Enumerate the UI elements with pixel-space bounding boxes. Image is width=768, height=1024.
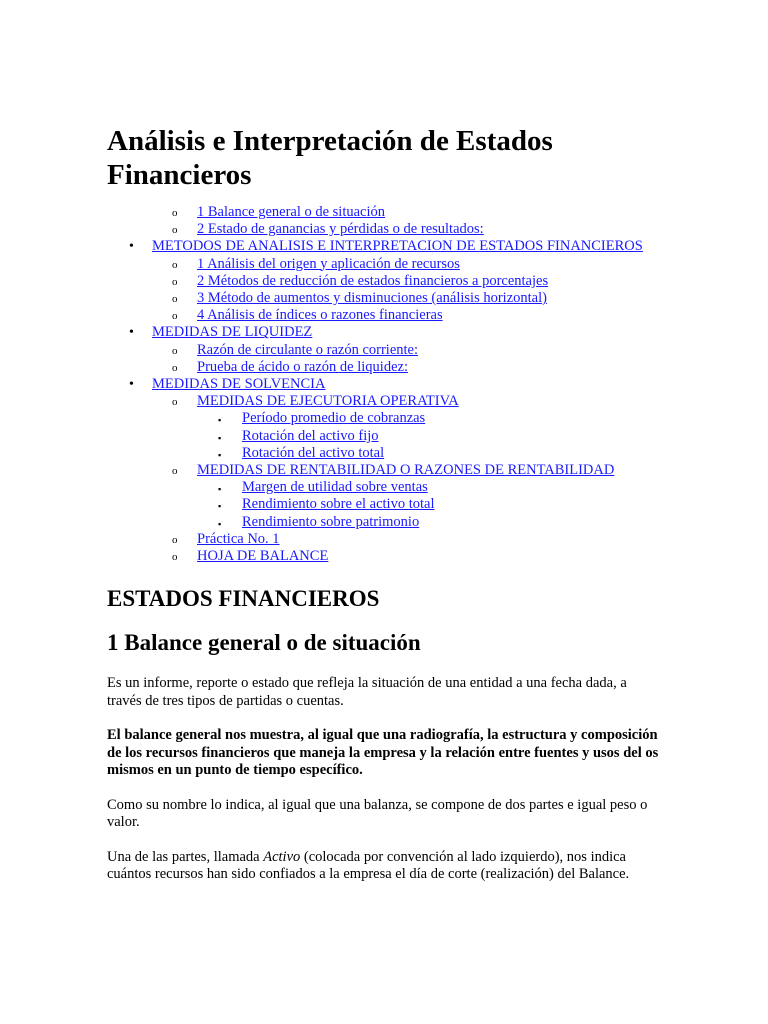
toc-link[interactable]: Rendimiento sobre el activo total xyxy=(242,496,435,513)
toc-item xyxy=(107,359,662,376)
list-bullet-icon: ▪ xyxy=(218,501,222,512)
toc-link[interactable]: MEDIDAS DE RENTABILIDAD O RAZONES DE RENTABILIDAD xyxy=(197,462,615,479)
toc-link[interactable]: 4 Análisis de índices o razones financieras xyxy=(197,307,443,324)
paragraph-4-text-end: (colocada por convención al lado izquierdo), nos indica cuántos recursos han sido confiados a la empresa el día de corte (realización) del Balance. xyxy=(107,848,630,883)
toc-item xyxy=(107,256,662,273)
toc-item xyxy=(107,307,662,324)
toc-item xyxy=(107,410,662,427)
list-bullet-icon: ▪ xyxy=(218,432,222,443)
list-bullet-icon: o xyxy=(172,551,178,564)
list-bullet-icon: o xyxy=(172,224,178,237)
paragraph-1: Es un informe, reporte o estado que refleja la situación de una entidad a una fecha dada, a través de tres tipos de partidas o cuentas. xyxy=(107,675,627,709)
toc-link[interactable]: METODOS DE ANALISIS E INTERPRETACION DE ESTADOS FINANCIEROS xyxy=(152,238,643,255)
toc-item xyxy=(107,324,662,341)
toc-item xyxy=(107,221,662,238)
list-bullet-icon: • xyxy=(129,325,134,341)
document-page xyxy=(107,124,662,884)
table-of-contents xyxy=(107,204,662,565)
paragraph-4-text-start: Una de las partes, llamada xyxy=(107,848,264,865)
toc-item xyxy=(107,428,662,445)
toc-link[interactable]: Rotación del activo total xyxy=(242,444,385,461)
toc-item xyxy=(107,514,662,531)
paragraph-4-italic-term: Activo xyxy=(263,848,301,865)
toc-link[interactable]: 1 Análisis del origen y aplicación de recursos xyxy=(197,255,460,272)
toc-item xyxy=(107,462,662,479)
page-title: Análisis e Interpretación de Estados Financieros xyxy=(107,125,553,191)
toc-link[interactable]: MEDIDAS DE LIQUIDEZ xyxy=(152,324,313,341)
paragraph-2: El balance general nos muestra, al igual que una radiografía, la estructura y composición de los recursos financieros que maneja la empresa y la relación entre fuentes y usos del os mismos en un punto de tiempo específico. xyxy=(107,727,659,779)
list-bullet-icon: ▪ xyxy=(218,415,222,426)
toc-item xyxy=(107,496,662,513)
list-bullet-icon: o xyxy=(172,396,178,409)
list-bullet-icon: • xyxy=(129,377,134,393)
paragraph-3: Como su nombre lo indica, al igual que una balanza, se compone de dos partes e igual peso o valor. xyxy=(107,796,648,831)
list-bullet-icon: o xyxy=(172,293,178,306)
toc-item xyxy=(107,342,662,359)
list-bullet-icon: ▪ xyxy=(218,449,222,460)
toc-link[interactable]: HOJA DE BALANCE xyxy=(197,548,329,565)
list-bullet-icon: o xyxy=(172,344,178,357)
subsection-title: 1 Balance general o de situación xyxy=(107,630,421,656)
toc-item xyxy=(107,479,662,496)
toc-link[interactable]: Rendimiento sobre patrimonio xyxy=(242,513,420,530)
paragraph-4 xyxy=(107,849,662,884)
list-bullet-icon: o xyxy=(172,258,178,271)
list-bullet-icon: o xyxy=(172,207,178,219)
toc-item xyxy=(107,273,662,290)
list-bullet-icon: o xyxy=(172,361,178,374)
toc-item xyxy=(107,376,662,393)
section-title: ESTADOS FINANCIEROS xyxy=(107,586,380,612)
toc-item xyxy=(107,238,662,255)
list-bullet-icon: o xyxy=(172,275,178,288)
toc-link[interactable]: Práctica No. 1 xyxy=(197,530,280,547)
list-bullet-icon: o xyxy=(172,533,178,546)
toc-link[interactable]: Período promedio de cobranzas xyxy=(242,410,426,427)
toc-link[interactable]: 3 Método de aumentos y disminuciones (análisis horizontal) xyxy=(197,290,547,307)
list-bullet-icon: ▪ xyxy=(218,484,222,495)
list-bullet-icon: ▪ xyxy=(218,518,222,529)
toc-link[interactable]: MEDIDAS DE EJECUTORIA OPERATIVA xyxy=(197,393,459,410)
toc-item xyxy=(107,204,662,221)
toc-item xyxy=(107,548,662,565)
toc-link[interactable]: 1 Balance general o de situación xyxy=(197,204,386,220)
toc-link[interactable]: 2 Estado de ganancias y pérdidas o de resultados: xyxy=(197,221,484,238)
list-bullet-icon: • xyxy=(129,239,134,255)
toc-item xyxy=(107,393,662,410)
toc-link[interactable]: Rotación del activo fijo xyxy=(242,427,379,444)
toc-item xyxy=(107,531,662,548)
toc-link[interactable]: Prueba de ácido o razón de liquidez: xyxy=(197,358,408,375)
toc-item xyxy=(107,290,662,307)
toc-link[interactable]: 2 Métodos de reducción de estados financieros a porcentajes xyxy=(197,272,549,289)
toc-link[interactable]: MEDIDAS DE SOLVENCIA xyxy=(152,376,326,393)
list-bullet-icon: o xyxy=(172,465,178,478)
toc-link[interactable]: Margen de utilidad sobre ventas xyxy=(242,479,428,496)
list-bullet-icon: o xyxy=(172,310,178,323)
toc-link[interactable]: Razón de circulante o razón corriente: xyxy=(197,341,419,358)
toc-item xyxy=(107,445,662,462)
